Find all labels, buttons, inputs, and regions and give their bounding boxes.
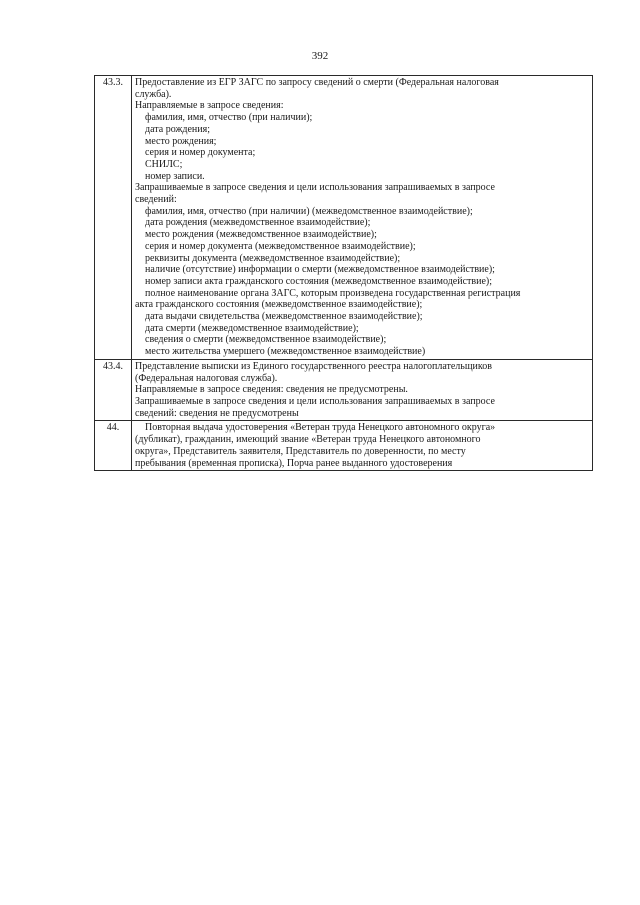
text-line: серия и номер документа (межведомственное взаимодействие);: [145, 240, 416, 252]
text-line: сведений:: [135, 194, 177, 206]
row-description-cell: [132, 359, 593, 421]
text-line: номер записи акта гражданского состояния (межведомственное взаимодействие);: [145, 275, 493, 287]
text-line: место рождения;: [145, 135, 217, 147]
row-description-cell: [132, 76, 593, 360]
table-row: [95, 359, 593, 421]
text-line: Повторная выдача удостоверения «Ветеран труда Ненецкого автономного округа»: [145, 422, 496, 434]
text-line: сведения о смерти (межведомственное взаимодействие);: [145, 334, 387, 346]
text-line: Запрашиваемые в запросе сведения и цели использования запрашиваемых в запросе: [135, 182, 495, 194]
text-line: (Федеральная налоговая служба).: [135, 372, 278, 384]
text-line: акта гражданского состояния (межведомственное взаимодействие);: [135, 299, 423, 311]
text-line: реквизиты документа (межведомственное взаимодействие);: [145, 252, 401, 264]
text-line: Направляемые в запросе сведения:: [135, 100, 284, 112]
table-row: [95, 421, 593, 471]
row-number: 43.4.: [103, 360, 123, 372]
services-table: [94, 75, 593, 471]
row-description-cell: [132, 421, 593, 471]
row-number-cell: [95, 359, 132, 421]
text-line: номер записи.: [145, 170, 205, 182]
text-line: полное наименование органа ЗАГС, которым произведена государственная регистрация: [145, 287, 521, 299]
text-line: СНИЛС;: [145, 158, 183, 170]
text-line: фамилия, имя, отчество (при наличии) (межведомственное взаимодействие);: [145, 205, 473, 217]
text-line: место рождения (межведомственное взаимодействие);: [145, 229, 377, 241]
text-line: пребывания (временная прописка), Порча ранее выданного удостоверения: [135, 457, 453, 469]
text-line: служба).: [135, 88, 172, 100]
text-line: наличие (отсутствие) информации о смерти (межведомственное взаимодействие);: [145, 264, 495, 276]
row-number: 43.3.: [103, 77, 123, 88]
text-line: дата выдачи свидетельства (межведомственное взаимодействие);: [145, 311, 423, 323]
row-number-cell: [95, 76, 132, 360]
row-number-cell: [95, 421, 132, 471]
text-line: дата рождения (межведомственное взаимодействие);: [145, 217, 371, 229]
text-line: сведений: сведения не предусмотрены: [135, 407, 299, 419]
text-line: серия и номер документа;: [145, 147, 256, 159]
page-number: 392: [311, 50, 329, 62]
text-line: фамилия, имя, отчество (при наличии);: [145, 112, 313, 124]
text-line: Предоставление из ЕГР ЗАГС по запросу сведений о смерти (Федеральная налоговая: [135, 77, 499, 88]
text-line: округа», Представитель заявителя, Представитель по доверенности, по месту: [135, 445, 466, 457]
table-body: [95, 76, 593, 471]
text-line: Направляемые в запросе сведения: сведения не предусмотрены.: [135, 384, 408, 396]
text-line: дата рождения;: [145, 123, 210, 135]
text-line: (дубликат), гражданин, имеющий звание «Ветеран труда Ненецкого автономного: [135, 434, 481, 446]
row-number: 44.: [106, 422, 120, 434]
text-line: Запрашиваемые в запросе сведения и цели использования запрашиваемых в запросе: [135, 395, 495, 407]
text-line: место жительства умершего (межведомственное взаимодействие): [145, 346, 426, 358]
table-row: [95, 76, 593, 360]
text-line: Представление выписки из Единого государственного реестра налогоплательщиков: [135, 360, 492, 372]
text-line: дата смерти (межведомственное взаимодействие);: [145, 322, 359, 334]
